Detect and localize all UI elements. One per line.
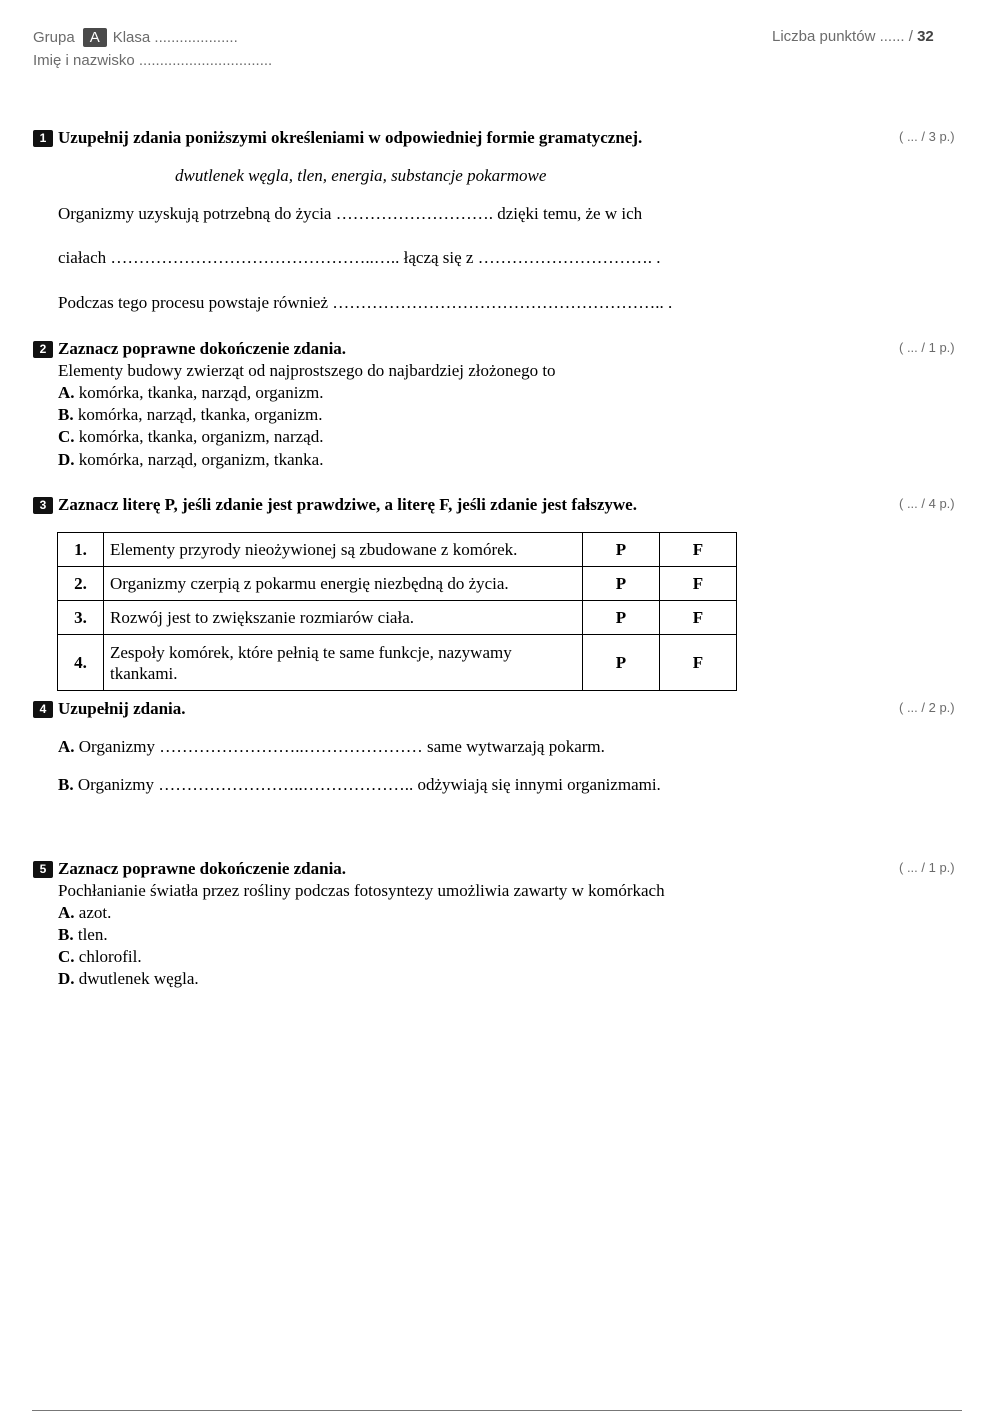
points-label: Liczba punktów ...... / — [772, 28, 913, 45]
q1-title-text: Uzupełnij zdania poniższymi określeniami w odpowiedniej formie gramatycznej. — [58, 128, 643, 147]
q4-title-text: Uzupełnij zdania. — [58, 699, 186, 718]
statement: Zespoły komórek, które pełnią te same funkcje, nazywamy tkankami. — [104, 635, 583, 691]
false-option[interactable]: F — [660, 567, 737, 601]
q4-number-badge: 4 — [33, 701, 53, 718]
q5-option-b[interactable]: B. tlen. — [58, 925, 108, 944]
q5-title — [33, 859, 346, 879]
q1-points: ( ... / 3 p.) — [899, 129, 955, 144]
q2-title — [33, 339, 346, 359]
footer-divider — [32, 1410, 962, 1411]
q4-title — [33, 699, 186, 719]
true-option[interactable]: P — [583, 567, 660, 601]
q3-points: ( ... / 4 p.) — [899, 496, 955, 511]
group-badge: A — [83, 28, 107, 47]
statement: Elementy przyrody nieożywionej są zbudowane z komórek. — [104, 533, 583, 567]
name-field[interactable]: Imię i nazwisko ................................ — [33, 52, 273, 69]
q3-title-text: Zaznacz literę P, jeśli zdanie jest prawdziwe, a literę F, jeśli zdanie jest fałszywe. — [58, 495, 637, 514]
q5-stem: Pochłanianie światła przez rośliny podczas fotosyntezy umożliwia zawarty w komórkach — [58, 881, 665, 900]
q2-option-b[interactable]: B. komórka, narząd, tkanka, organizm. — [58, 405, 323, 424]
q4-sentence-a[interactable]: A. Organizmy ……………………..………………… same wytwarzają pokarm. — [58, 737, 605, 756]
false-option[interactable]: F — [660, 635, 737, 691]
q4-sentence-b[interactable]: B. Organizmy ……………………..……………….. odżywiają się innymi organizmami. — [58, 775, 661, 794]
false-option[interactable]: F — [660, 533, 737, 567]
q2-title-text: Zaznacz poprawne dokończenie zdania. — [58, 339, 347, 358]
q1-line-1[interactable]: Organizmy uzyskują potrzebną do życia ………………………. dzięki temu, że w ich — [58, 204, 643, 223]
q1-word-bank: dwutlenek węgla, tlen, energia, substancje pokarmowe — [175, 166, 547, 185]
group-field — [33, 28, 238, 47]
q2-option-d[interactable]: D. komórka, narząd, organizm, tkanka. — [58, 450, 324, 469]
q1-line-2[interactable]: ciałach ………………………………………..….. łączą się z …………………………. . — [58, 248, 661, 267]
row-number: 2. — [58, 567, 104, 601]
q1-line-3[interactable]: Podczas tego procesu powstaje również ………………………………………………….. . — [58, 293, 673, 312]
q2-option-a[interactable]: A. komórka, tkanka, narząd, organizm. — [58, 383, 324, 402]
row-number: 1. — [58, 533, 104, 567]
q5-number-badge: 5 — [33, 861, 53, 878]
true-option[interactable]: P — [583, 533, 660, 567]
points-total-field — [772, 28, 934, 45]
false-option[interactable]: F — [660, 601, 737, 635]
q1-title — [33, 128, 642, 148]
group-label: Grupa — [33, 29, 75, 46]
q2-number-badge: 2 — [33, 341, 53, 358]
row-number: 4. — [58, 635, 104, 691]
true-option[interactable]: P — [583, 601, 660, 635]
q4-points: ( ... / 2 p.) — [899, 700, 955, 715]
q1-number-badge: 1 — [33, 130, 53, 147]
true-option[interactable]: P — [583, 635, 660, 691]
q2-option-c[interactable]: C. komórka, tkanka, organizm, narząd. — [58, 427, 324, 446]
table-row — [58, 601, 737, 635]
points-total: 32 — [917, 28, 934, 45]
q2-stem: Elementy budowy zwierząt od najprostszego do najbardziej złożonego to — [58, 361, 556, 380]
q3-number-badge: 3 — [33, 497, 53, 514]
row-number: 3. — [58, 601, 104, 635]
q5-option-a[interactable]: A. azot. — [58, 903, 112, 922]
table-row — [58, 533, 737, 567]
q2-points: ( ... / 1 p.) — [899, 340, 955, 355]
statement: Rozwój jest to zwiększanie rozmiarów ciała. — [104, 601, 583, 635]
q5-title-text: Zaznacz poprawne dokończenie zdania. — [58, 859, 347, 878]
table-row — [58, 567, 737, 601]
true-false-table — [57, 532, 737, 691]
q5-points: ( ... / 1 p.) — [899, 860, 955, 875]
table-row — [58, 635, 737, 691]
statement: Organizmy czerpią z pokarmu energię niezbędną do życia. — [104, 567, 583, 601]
q3-title — [33, 495, 637, 515]
q5-option-c[interactable]: C. chlorofil. — [58, 947, 142, 966]
q5-option-d[interactable]: D. dwutlenek węgla. — [58, 969, 199, 988]
class-field[interactable]: Klasa .................... — [112, 29, 238, 46]
